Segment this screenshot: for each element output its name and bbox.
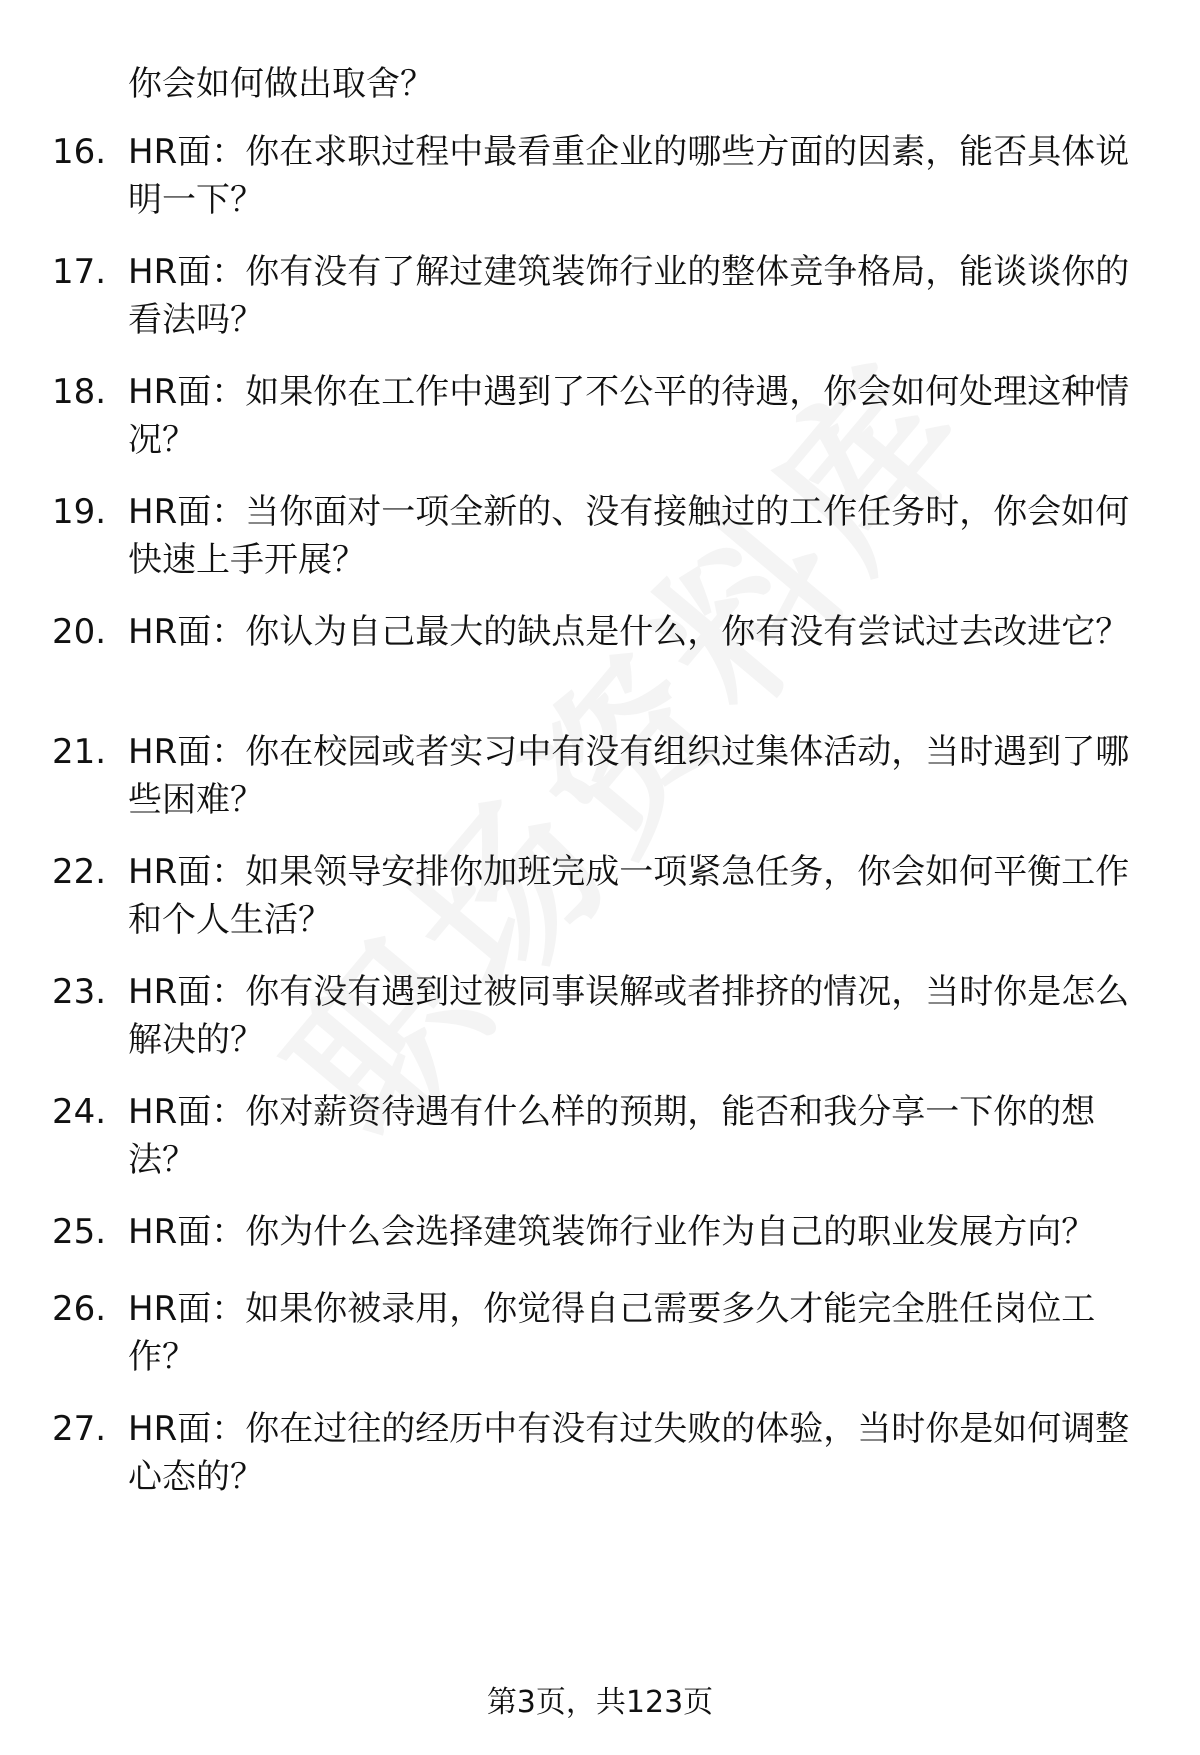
- question-number: 21.: [52, 732, 107, 772]
- question-text: HR面：你为什么会选择建筑装饰行业作为自己的职业发展方向？: [128, 1212, 1096, 1252]
- question-text: HR面：你对薪资待遇有什么样的预期，能否和我分享一下你的想法？: [128, 1092, 1096, 1180]
- question-text: HR面：你认为自己最大的缺点是什么，你有没有尝试过去改进它？: [128, 612, 1130, 652]
- question-number: 17.: [52, 252, 107, 292]
- question-text: HR面：你有没有了解过建筑装饰行业的整体竞争格局，能谈谈你的看法吗？: [128, 252, 1130, 340]
- question-number: 19.: [52, 492, 107, 532]
- question-text: HR面：你有没有遇到过被同事误解或者排挤的情况，当时你是怎么解决的？: [128, 972, 1130, 1060]
- question-number: 18.: [52, 372, 107, 412]
- question-number: 23.: [52, 972, 107, 1012]
- question-text: HR面：如果领导安排你加班完成一项紧急任务，你会如何平衡工作和个人生活？: [128, 852, 1130, 940]
- question-number: 22.: [52, 852, 107, 892]
- question-text: HR面：你在过往的经历中有没有过失败的体验，当时你是如何调整心态的？: [128, 1409, 1130, 1497]
- question-number: 20.: [52, 612, 107, 652]
- question-text: HR面：如果你被录用，你觉得自己需要多久才能完全胜任岗位工作？: [128, 1289, 1096, 1377]
- question-text: HR面：如果你在工作中遇到了不公平的待遇，你会如何处理这种情况？: [128, 372, 1130, 460]
- question-number: 16.: [52, 132, 107, 172]
- page-footer: 第3页，共123页: [486, 1685, 714, 1720]
- question-number: 26.: [52, 1289, 107, 1329]
- question-text: HR面：你在求职过程中最看重企业的哪些方面的因素，能否具体说明一下？: [128, 132, 1130, 220]
- question-number: 24.: [52, 1092, 107, 1132]
- question-number: 25.: [52, 1212, 107, 1252]
- continuation-text: 你会如何做出取舍？: [128, 64, 434, 104]
- question-text: HR面：你在校园或者实习中有没有组织过集体活动，当时遇到了哪些困难？: [128, 732, 1130, 820]
- question-text: HR面：当你面对一项全新的、没有接触过的工作任务时，你会如何快速上手开展？: [128, 492, 1130, 580]
- question-number: 27.: [52, 1409, 107, 1449]
